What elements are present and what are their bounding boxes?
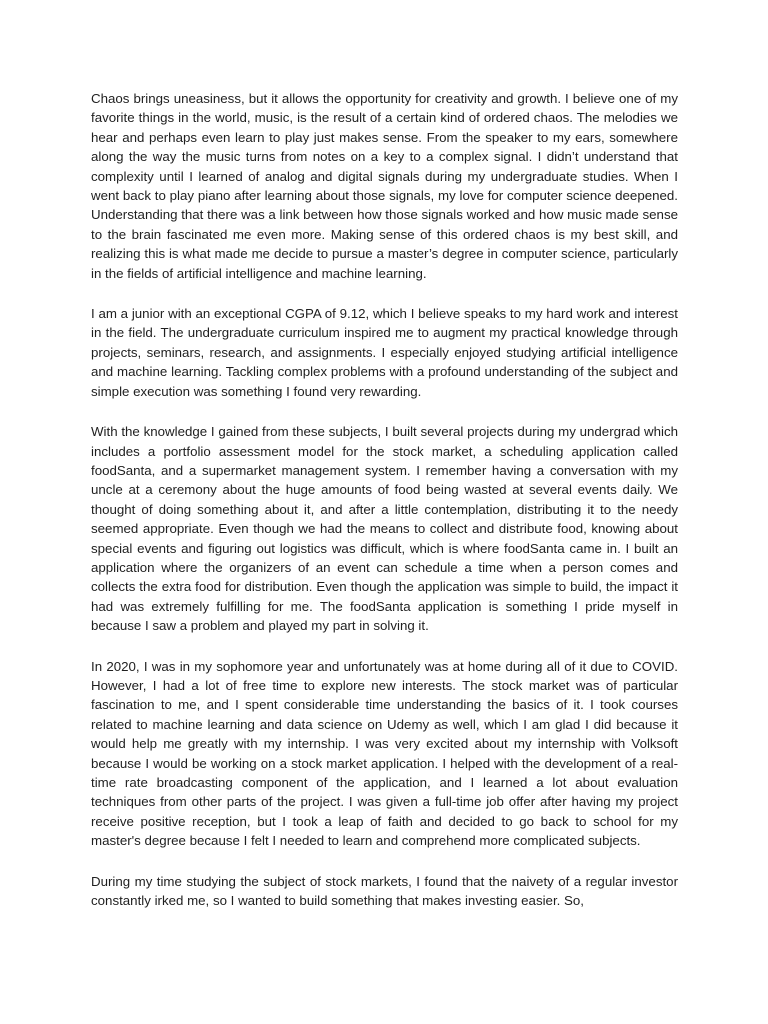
document-body [91,89,678,931]
paragraph-1: Chaos brings uneasiness, but it allows the opportunity for creativity and growth. I believe one of my favorite things in the world, music, is the result of a certain kind of ordered chaos. The melodies we hear and perhaps even learn to play just makes sense. From the speaker to my ears, somewhere along the way the music turns from notes on a key to a complex signal. I didn’t understand that complexity until I learned of analog and digital signals during my undergraduate studies. When I went back to play piano after learning about those signals, my love for computer science deepened. Understanding that there was a link between how those signals worked and how music made sense to the brain fascinated me even more. Making sense of this ordered chaos is my best skill, and realizing this is what made me decide to pursue a master’s degree in computer science, particularly in the fields of artificial intelligence and machine learning. [91,91,678,281]
paragraph-4: In 2020, I was in my sophomore year and unfortunately was at home during all of it due to COVID. However, I had a lot of free time to explore new interests. The stock market was of particular fascination to me, and I spent considerable time understanding the basics of it. I took courses related to machine learning and data science on Udemy as well, which I am glad I did because it would help me greatly with my internship. I was very excited about my internship with Volksoft because I would be working on a stock market application. I helped with the development of a real-time rate broadcasting component of the application, and I learned a lot about evaluation techniques from other parts of the project. I was given a full-time job offer after having my project receive positive reception, but I took a leap of faith and decided to go back to school for my master's degree because I felt I needed to learn and comprehend more complicated subjects. [91,658,678,849]
paragraph-3: With the knowledge I gained from these subjects, I built several projects during my undergrad which includes a portfolio assessment model for the stock market, a scheduling application called foodSanta, and a supermarket management system. I remember having a conversation with my uncle at a ceremony about the huge amounts of food being wasted at several events daily. We thought of doing something about it, and after a little contemplation, distributing it to the needy seemed appropriate. Even though we had the means to collect and distribute food, knowing about special events and figuring out logistics was difficult, which is where foodSanta came in. I built an application where the organizers of an event can schedule a time when a person comes and collects the extra food for distribution. Even though the application was simple to build, the impact it had was extremely fulfilling for me. The foodSanta application is something I pride myself in because I saw a problem and played my part in solving it. [91,424,678,634]
paragraph-5: During my time studying the subject of stock markets, I found that the naivety of a regular investor constantly irked me, so I wanted to build something that makes investing easier. So, [91,873,678,909]
paragraph-2: I am a junior with an exceptional CGPA of 9.12, which I believe speaks to my hard work and interest in the field. The undergraduate curriculum inspired me to augment my practical knowledge through projects, seminars, research, and assignments. I especially enjoyed studying artificial intelligence and machine learning. Tackling complex problems with a profound understanding of the subject and simple execution was something I found very rewarding. [91,306,678,399]
